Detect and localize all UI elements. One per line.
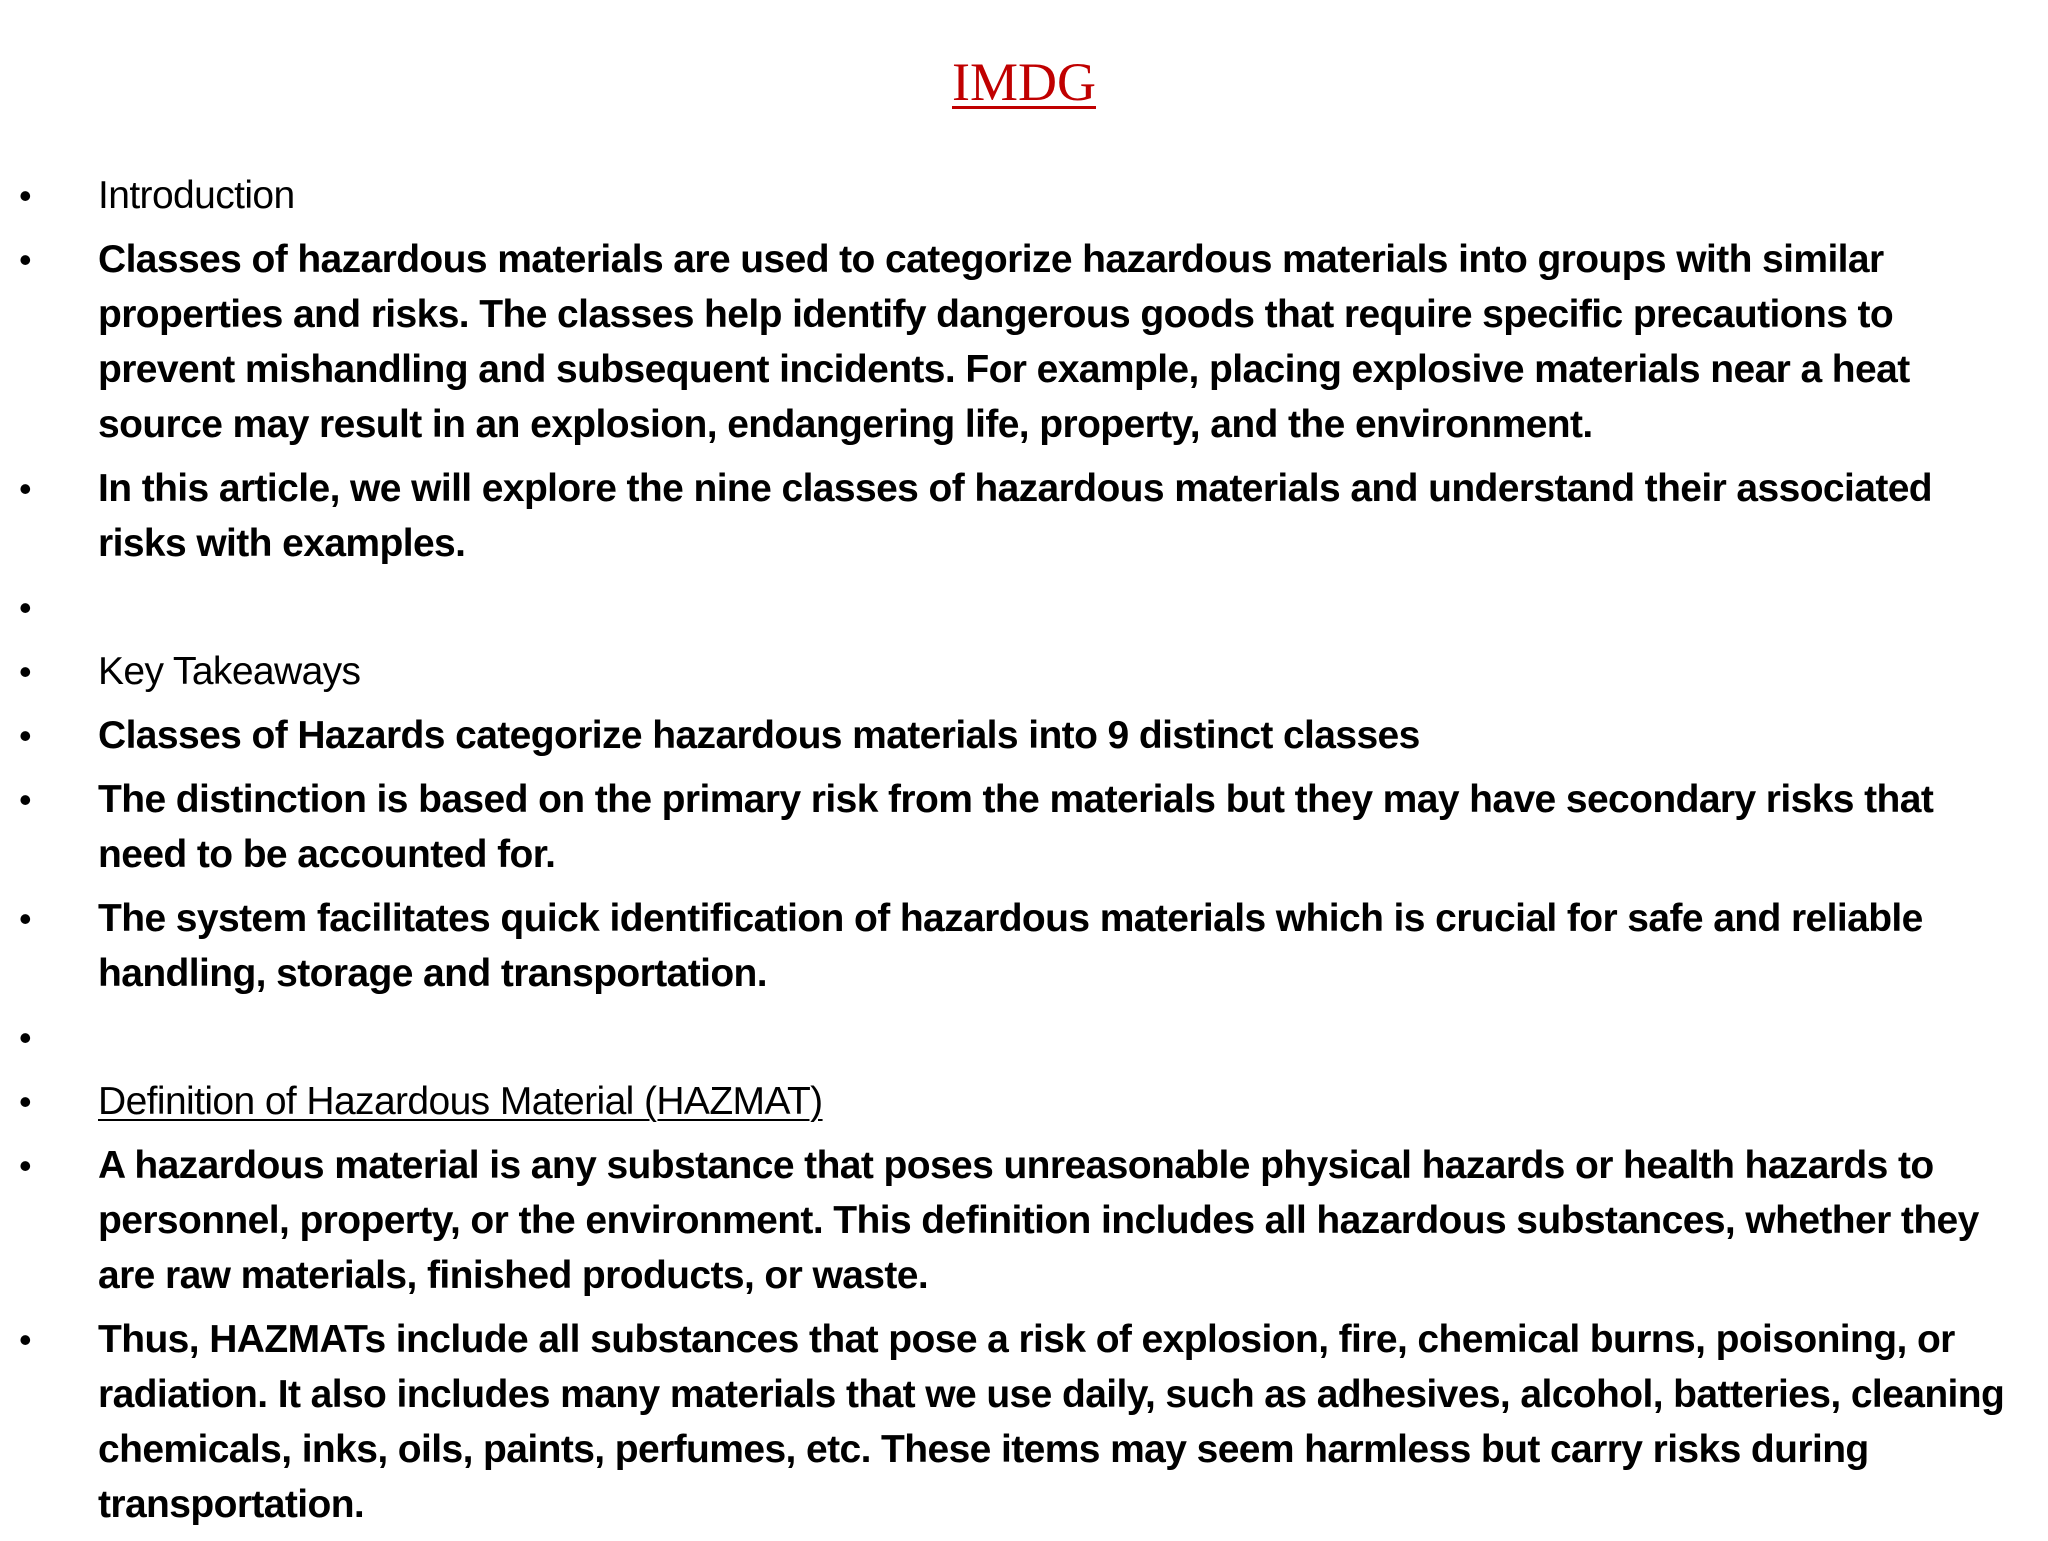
bullet-text: A hazardous material is any substance that poses unreasonable physical hazards or health hazards to personnel, property, or the environment. This definition includes all hazardous substances, whether they are raw materials, finished products, or waste. [98,1144,1979,1297]
bullet-item [0,1138,2048,1303]
bullet-text: Thus, HAZMATs include all substances that pose a risk of explosion, fire, chemical burns, poisoning, or radiation. It also includes many materials that we use daily, such as adhesives, alcohol, batteries, cleaning chemicals, inks, oils, paints, perfumes, etc. These items may seem harmless but carry risks during transportation. [98,1318,2005,1526]
bullet-item [0,232,2048,452]
bullet-icon: • [19,239,32,280]
bullet-text: Key Takeaways [98,650,361,693]
bullet-item-empty [0,1010,2048,1065]
bullet-text: The distinction is based on the primary risk from the materials but they may have secondary risks that need to be accounted for. [98,778,1934,876]
bullet-item [0,708,2048,763]
bullet-icon: • [19,1017,32,1058]
bullet-icon: • [19,651,32,692]
bullet-text: Introduction [98,174,295,217]
bullet-item [0,1312,2048,1532]
bullet-text: Classes of hazardous materials are used to categorize hazardous materials into groups with similar properties and risks. The classes help identify dangerous goods that require specific precautions to prevent mishandling and subsequent incidents. For example, placing explosive materials near a heat source may result in an explosion, endangering life, property, and the environment. [98,238,1910,446]
slide-title: IMDG [952,52,1096,112]
bullet-item [0,1074,2048,1129]
bullet-list [0,168,2048,1541]
bullet-item [0,772,2048,882]
bullet-item [0,644,2048,699]
bullet-text: In this article, we will explore the nine classes of hazardous materials and understand their associated risks with examples. [98,467,1933,565]
bullet-text: The system facilitates quick identification of hazardous materials which is crucial for safe and reliable handling, storage and transportation. [98,897,1923,995]
bullet-icon: • [19,587,32,628]
bullet-icon: • [19,1081,32,1122]
bullet-icon: • [19,468,32,509]
bullet-icon: • [19,175,32,216]
bullet-icon: • [19,715,32,756]
bullet-icon: • [19,898,32,939]
bullet-item [0,891,2048,1001]
bullet-item [0,461,2048,571]
bullet-icon: • [19,779,32,820]
bullet-icon: • [19,1319,32,1360]
bullet-item-empty [0,580,2048,635]
bullet-icon: • [19,1145,32,1186]
bullet-text: Classes of Hazards categorize hazardous materials into 9 distinct classes [98,714,1420,757]
bullet-item [0,168,2048,223]
section-heading: Definition of Hazardous Material (HAZMAT) [98,1080,823,1123]
